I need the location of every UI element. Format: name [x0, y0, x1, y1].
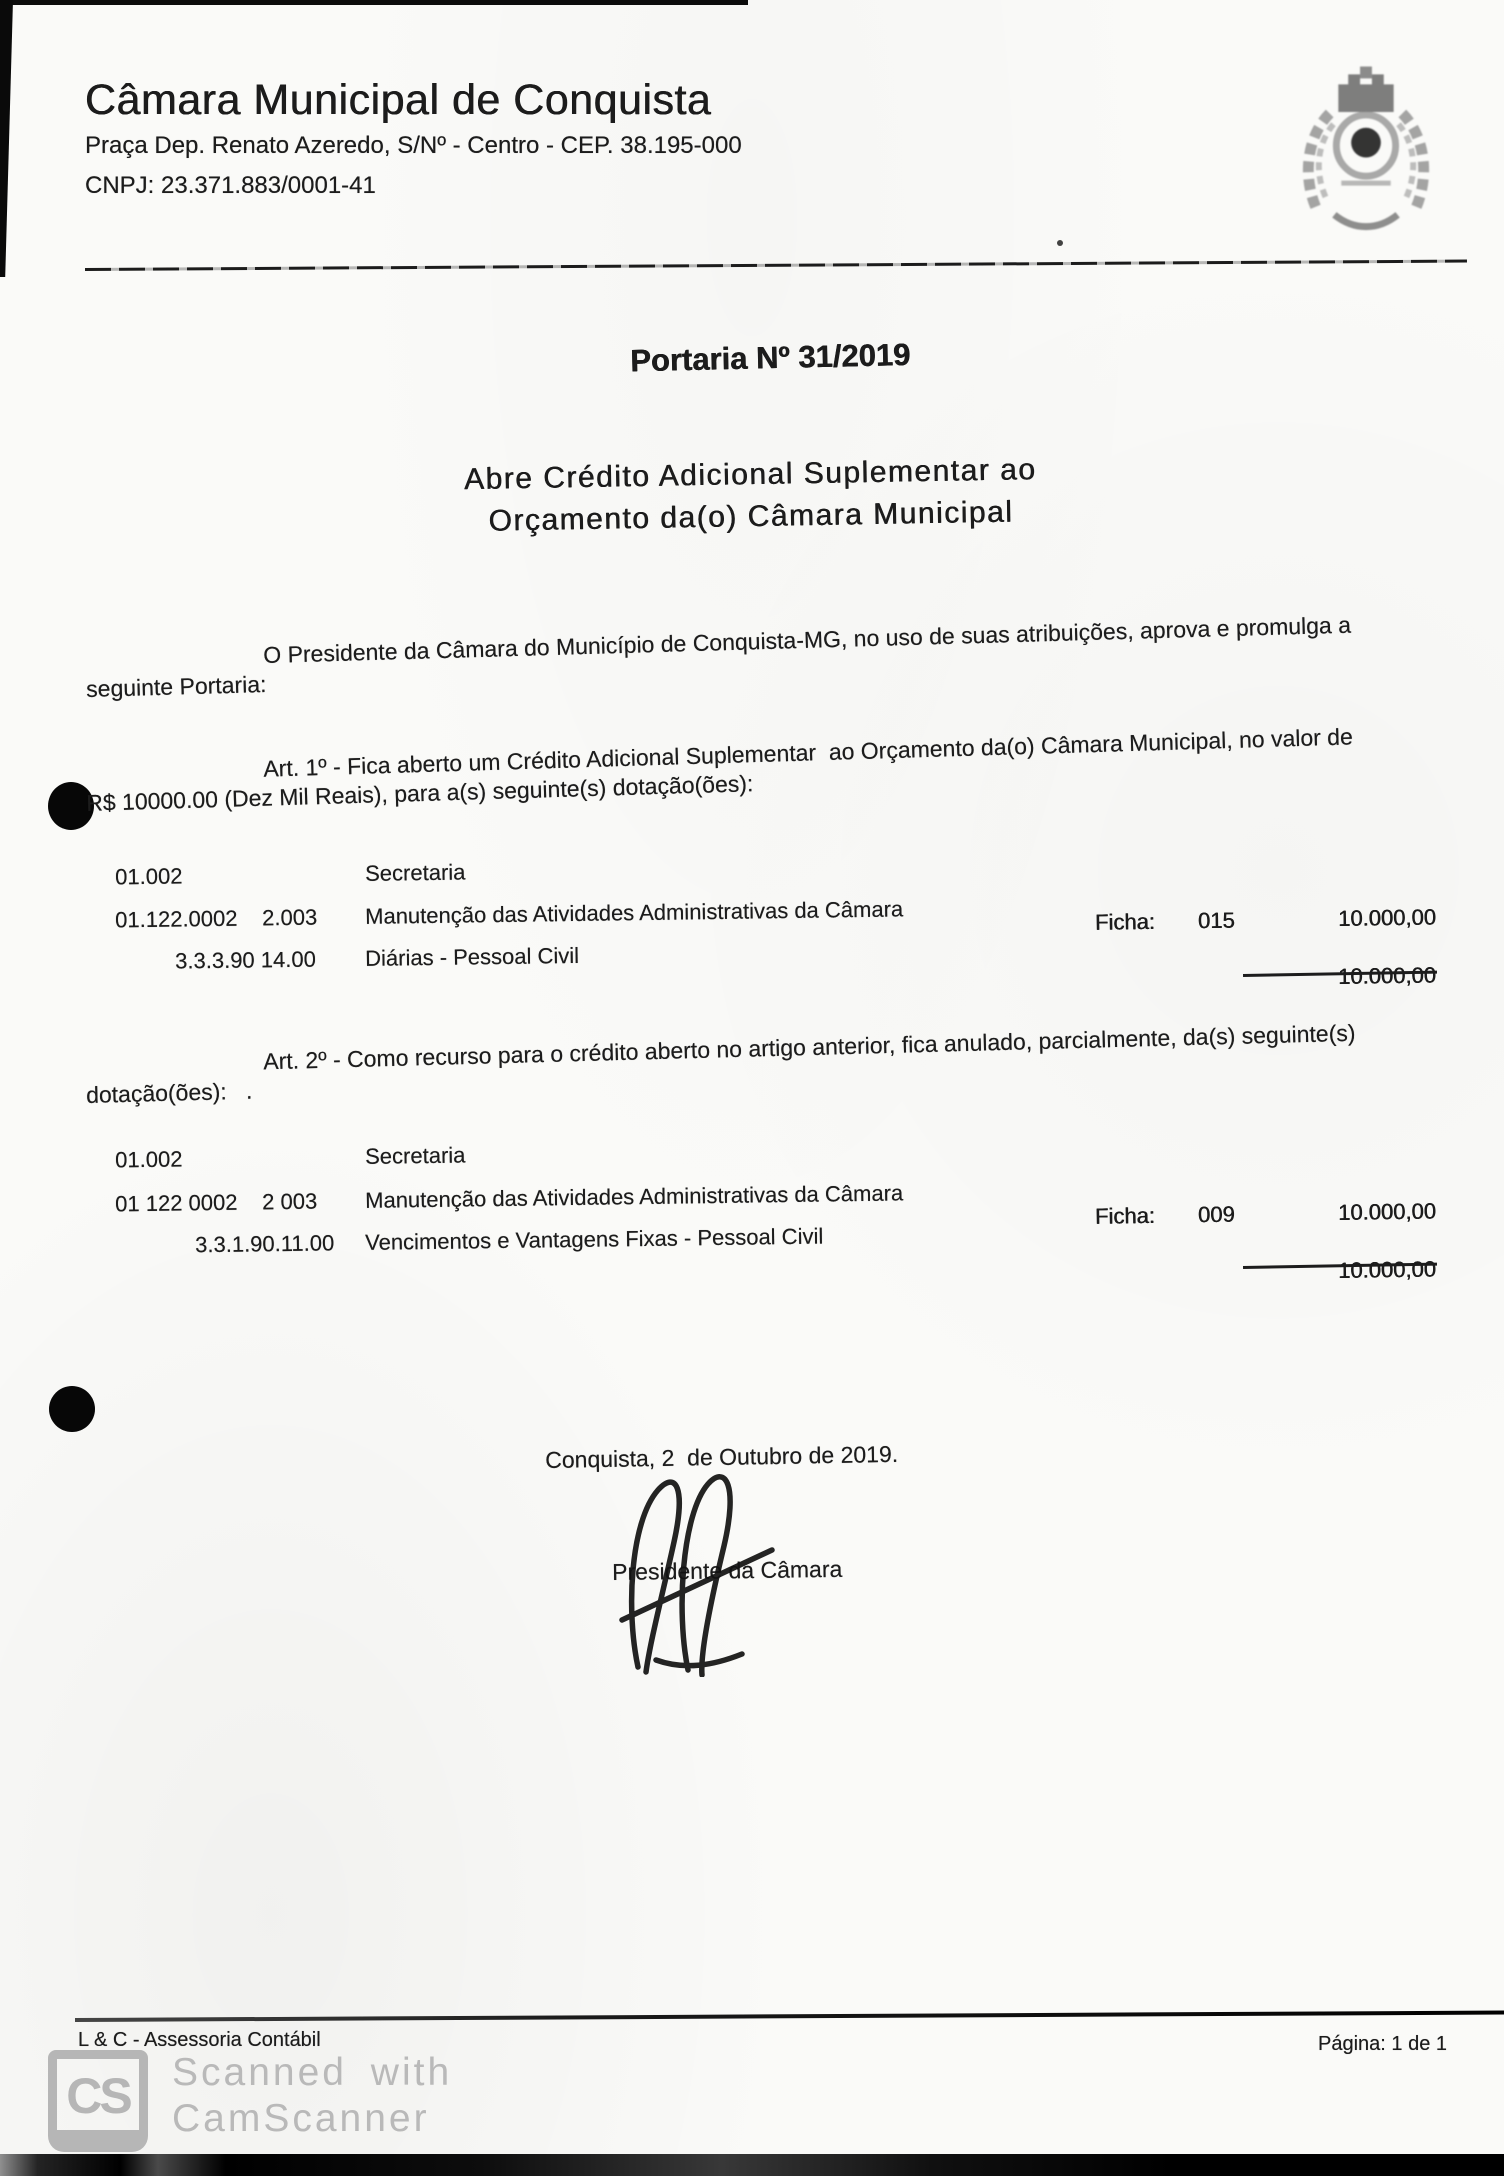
preamble-line-1: O Presidente da Câmara do Município de Conquista-MG, no uso de suas atribuições, aprova e promulga a: [262, 611, 1352, 669]
subject-block: [415, 448, 1086, 544]
article-2-line-2: dotação(ões): .: [85, 1077, 253, 1108]
preamble-paragraph: [85, 609, 1426, 704]
article-1-line-1: Art. 1º - Fica aberto um Crédito Adicional Suplementar ao Orçamento da(o) Câmara Municipal, no valor de: [262, 723, 1354, 782]
program-code: 01 122 0002: [115, 1189, 238, 1217]
scan-edge-top-line: [0, 0, 748, 5]
program-name: Manutenção das Atividades Administrativas da Câmara: [364, 896, 904, 929]
total-amount: 10.000,00: [1337, 1256, 1437, 1283]
article-2-line-1: Art. 2º - Como recurso para o crédito aberto no artigo anterior, fica anulado, parcialmente, da(s) seguinte(s): [262, 1019, 1356, 1075]
ficha-number: 009: [1197, 1201, 1235, 1228]
ficha-label: Ficha:: [1094, 908, 1156, 935]
scan-edge-bottom-bar: [0, 2154, 1504, 2176]
camscanner-logo-text: CS: [66, 2068, 130, 2124]
scan-edge-left-strip: [0, 0, 13, 277]
ficha-label: Ficha:: [1094, 1202, 1156, 1229]
footer-right: Página: 1 de 1: [1318, 2033, 1447, 2055]
ficha-amount: 10.000,00: [1337, 904, 1437, 931]
action-code: 2 003: [261, 1188, 318, 1215]
scan-speck-dot: [1057, 240, 1063, 246]
footer-divider: [75, 2011, 1504, 2022]
camscanner-watermark: [172, 2050, 452, 2142]
subject-line-2: Orçamento da(o) Câmara Municipal: [488, 495, 1014, 538]
ficha-number: 015: [1197, 907, 1235, 934]
org-name: Câmara Municipal de Conquista: [85, 76, 712, 124]
article-1-line-2: R$ 10000.00 (Dez Mil Reais), para a(s) seguinte(s) dotação(ões):: [85, 769, 754, 816]
signature-scribble: [600, 1462, 790, 1682]
coat-of-arms-icon: [1282, 64, 1450, 242]
program-code: 01.122.0002: [115, 905, 238, 933]
signature-icon: [600, 1462, 790, 1677]
subject-line-1: Abre Crédito Adicional Suplementar ao: [463, 453, 1037, 497]
article-1-paragraph: [85, 720, 1426, 817]
header-divider: [85, 260, 1467, 271]
unit-name: Secretaria: [364, 859, 466, 886]
coat-of-arms-logo: [1282, 64, 1450, 242]
ficha-amount: 10.000,00: [1337, 1198, 1437, 1225]
watermark-line-2: CamScanner: [172, 2097, 430, 2140]
table-row: [0, 844, 1504, 890]
total-amount: 10.000,00: [1337, 962, 1437, 989]
footer-left: L & C - Assessoria Contábil: [78, 2029, 321, 2051]
date-line: Conquista, 2 de Outubro de 2019.: [545, 1440, 899, 1473]
nature-name: Diárias - Pessoal Civil: [364, 942, 580, 971]
unit-code: 01.002: [115, 863, 183, 890]
program-name: Manutenção das Atividades Administrativas da Câmara: [364, 1180, 904, 1213]
watermark-line-1: Scanned with: [172, 2051, 453, 2094]
nature-name: Vencimentos e Vantagens Fixas - Pessoal Civil: [364, 1223, 824, 1255]
table-row: [0, 1127, 1504, 1173]
unit-code: 01.002: [115, 1146, 183, 1173]
article-2-paragraph: [85, 1017, 1426, 1110]
punch-hole-bottom: [49, 1386, 95, 1432]
unit-name: Secretaria: [364, 1142, 466, 1169]
action-code: 2.003: [261, 904, 318, 931]
nature-code: 3.3.1.90.11.00: [194, 1230, 335, 1258]
portaria-title: Portaria Nº 31/2019: [629, 337, 911, 379]
nature-code: 3.3.3.90 14.00: [174, 946, 317, 974]
preamble-line-2: seguinte Portaria:: [85, 670, 267, 702]
org-address: Praça Dep. Renato Azeredo, S/Nº - Centro - CEP. 38.195-000: [85, 132, 742, 159]
camscanner-logo-icon: [48, 2050, 148, 2152]
signer-role: Presidente da Câmara: [612, 1555, 843, 1585]
org-cnpj: CNPJ: 23.371.883/0001-41: [85, 172, 376, 199]
